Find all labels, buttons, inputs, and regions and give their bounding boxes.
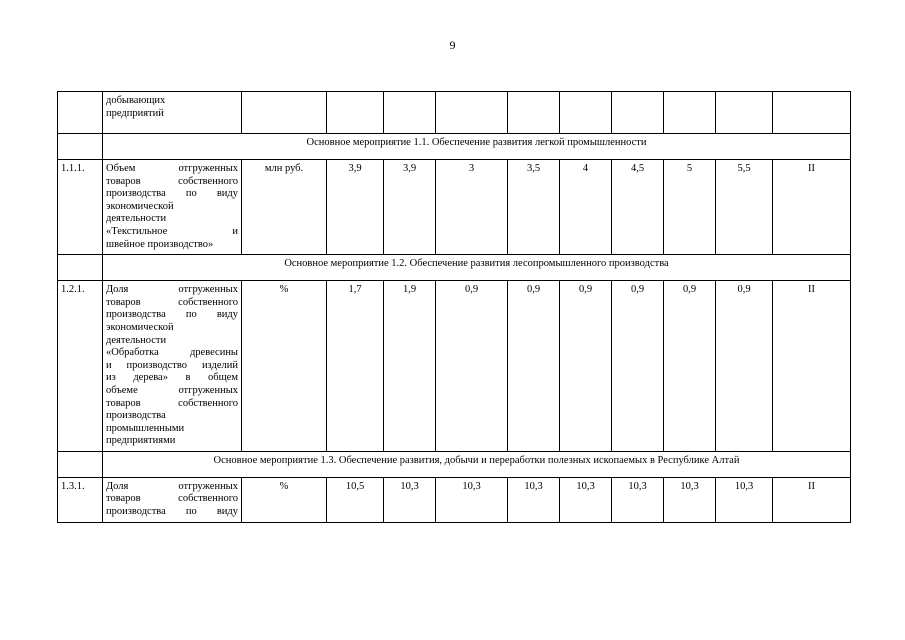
indicator-text-line: швейное производство»: [106, 238, 214, 250]
row-number-cell: [58, 92, 103, 134]
row-number-cell: [58, 255, 103, 281]
indicator-text-line: предприятиями: [106, 435, 176, 447]
indicator-cell: [103, 160, 242, 255]
indicator-text-line: производства: [106, 410, 166, 422]
value-cell: 10,3: [612, 477, 664, 522]
indicator-cell: [103, 92, 242, 134]
source-cell: II: [773, 160, 851, 255]
empty-cell: [242, 92, 327, 134]
value-cell: 5: [664, 160, 716, 255]
value-cell: 10,3: [508, 477, 560, 522]
value-cell: 0,9: [716, 281, 773, 452]
table-row: [58, 281, 851, 452]
source-cell: II: [773, 281, 851, 452]
table-row: [58, 160, 851, 255]
indicator-text-line: товаров собственного: [106, 493, 238, 505]
indicator-text-line: товаров собственного: [106, 397, 238, 409]
value-cell: 10,3: [664, 477, 716, 522]
value-cell: 1,7: [327, 281, 384, 452]
value-cell: 3: [436, 160, 508, 255]
indicator-text-line: из дерева» в общем: [106, 372, 238, 384]
unit-cell: %: [242, 477, 327, 522]
indicator-text-line: товаров собственного: [106, 175, 238, 187]
indicator-cell: [103, 477, 242, 522]
indicator-text-line: промышленными: [106, 422, 185, 434]
section-title: Основное мероприятие 1.1. Обеспечение развития легкой промышленности: [103, 134, 851, 160]
value-cell: 10,3: [560, 477, 612, 522]
indicator-text-line: Объем отгруженных: [106, 163, 238, 174]
indicator-text-line: Доля отгруженных: [106, 480, 238, 492]
value-cell: 3,5: [508, 160, 560, 255]
empty-cell: [560, 92, 612, 134]
unit-cell: %: [242, 281, 327, 452]
indicator-text-line: производства по виду: [106, 309, 238, 321]
value-cell: 10,3: [716, 477, 773, 522]
value-cell: 0,9: [612, 281, 664, 452]
empty-cell: [773, 92, 851, 134]
indicators-table: [57, 91, 851, 523]
indicator-text-line: объеме отгруженных: [106, 384, 238, 396]
indicator-text-line: добывающих: [106, 95, 166, 106]
section-header-row: [58, 255, 851, 281]
section-header-row: [58, 451, 851, 477]
indicator-text-line: предприятий: [106, 107, 164, 119]
row-number: 1.1.1.: [58, 160, 103, 255]
value-cell: 0,9: [436, 281, 508, 452]
indicator-text-line: деятельности: [106, 334, 167, 346]
indicator-text-line: товаров собственного: [106, 296, 238, 308]
indicator-text-line: экономической: [106, 200, 174, 212]
row-number-cell: [58, 134, 103, 160]
empty-cell: [716, 92, 773, 134]
value-cell: 1,9: [384, 281, 436, 452]
page-number: 9: [449, 38, 456, 52]
value-cell: 3,9: [384, 160, 436, 255]
row-number: 1.3.1.: [58, 477, 103, 522]
indicator-text-line: производства по виду: [106, 506, 238, 518]
value-cell: 5,5: [716, 160, 773, 255]
indicator-text-line: и производство изделий: [106, 359, 238, 371]
row-number: 1.2.1.: [58, 281, 103, 452]
indicator-text-line: экономической: [106, 321, 174, 333]
indicator-text-line: «Текстильное и: [106, 225, 238, 237]
empty-cell: [384, 92, 436, 134]
empty-cell: [508, 92, 560, 134]
empty-cell: [612, 92, 664, 134]
table-body: [58, 92, 851, 523]
indicator-text-line: «Обработка древесины: [106, 347, 238, 359]
section-header-row: [58, 134, 851, 160]
value-cell: 3,9: [327, 160, 384, 255]
indicator-text-line: Доля отгруженных: [106, 284, 238, 296]
unit-cell: млн руб.: [242, 160, 327, 255]
indicator-cell: [103, 281, 242, 452]
table-row: [58, 477, 851, 522]
value-cell: 10,5: [327, 477, 384, 522]
table-row: [58, 92, 851, 134]
value-cell: 10,3: [384, 477, 436, 522]
section-title: Основное мероприятие 1.2. Обеспечение развития лесопромышленного производства: [103, 255, 851, 281]
value-cell: 0,9: [508, 281, 560, 452]
value-cell: 4: [560, 160, 612, 255]
indicator-text-line: деятельности: [106, 213, 167, 225]
section-title: Основное мероприятие 1.3. Обеспечение развития, добычи и переработки полезных ископаемых в Республике Алтай: [103, 451, 851, 477]
value-cell: 0,9: [664, 281, 716, 452]
empty-cell: [664, 92, 716, 134]
value-cell: 4,5: [612, 160, 664, 255]
empty-cell: [327, 92, 384, 134]
value-cell: 0,9: [560, 281, 612, 452]
indicator-text-line: производства по виду: [106, 188, 238, 200]
source-cell: II: [773, 477, 851, 522]
empty-cell: [436, 92, 508, 134]
row-number-cell: [58, 451, 103, 477]
value-cell: 10,3: [436, 477, 508, 522]
